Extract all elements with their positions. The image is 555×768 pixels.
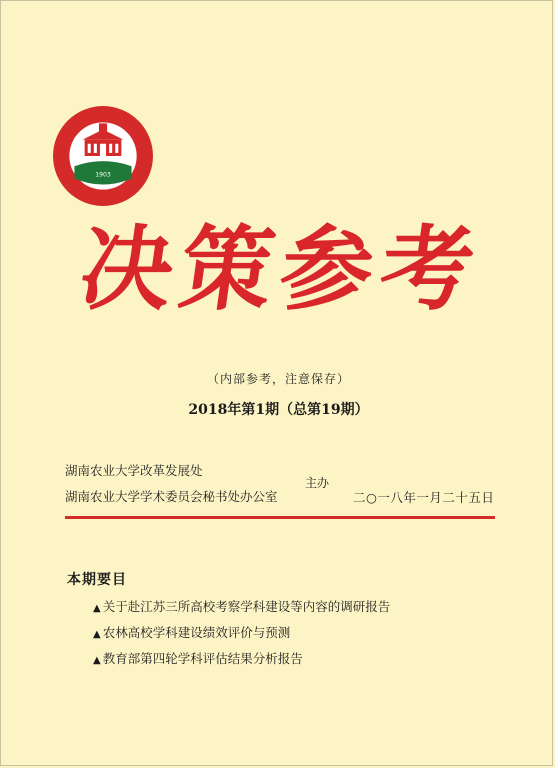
masthead-title: 决策参考 bbox=[73, 215, 489, 323]
summary-item: ▲ 教育部第四轮学科评估结果分析报告 bbox=[93, 651, 303, 666]
triangle-icon: ▲ bbox=[93, 603, 101, 614]
publish-date: 二○一八年一月二十五日 bbox=[353, 490, 495, 505]
red-divider bbox=[65, 516, 495, 519]
summary-list bbox=[93, 599, 390, 677]
sponsor-2: 湖南农业大学学术委员会秘书处办公室 bbox=[65, 489, 278, 504]
summary-item: ▲ 农林高校学科建设绩效评价与预测 bbox=[93, 625, 291, 640]
internal-notice: （内部参考，注意保存） bbox=[206, 372, 350, 386]
sponsor-1: 湖南农业大学改革发展处 bbox=[65, 463, 203, 478]
triangle-icon: ▲ bbox=[93, 629, 101, 640]
summary-title: 本期要目 bbox=[67, 572, 127, 588]
triangle-icon: ▲ bbox=[93, 655, 101, 666]
summary-item: ▲ 关于赴江苏三所高校考察学科建设等内容的调研报告 bbox=[93, 599, 391, 614]
university-logo bbox=[52, 105, 154, 207]
issue-number: 2018年第1期（总第19期） bbox=[188, 402, 369, 418]
host-label: 主办 bbox=[305, 476, 330, 490]
logo-year: 1903 bbox=[95, 171, 111, 179]
